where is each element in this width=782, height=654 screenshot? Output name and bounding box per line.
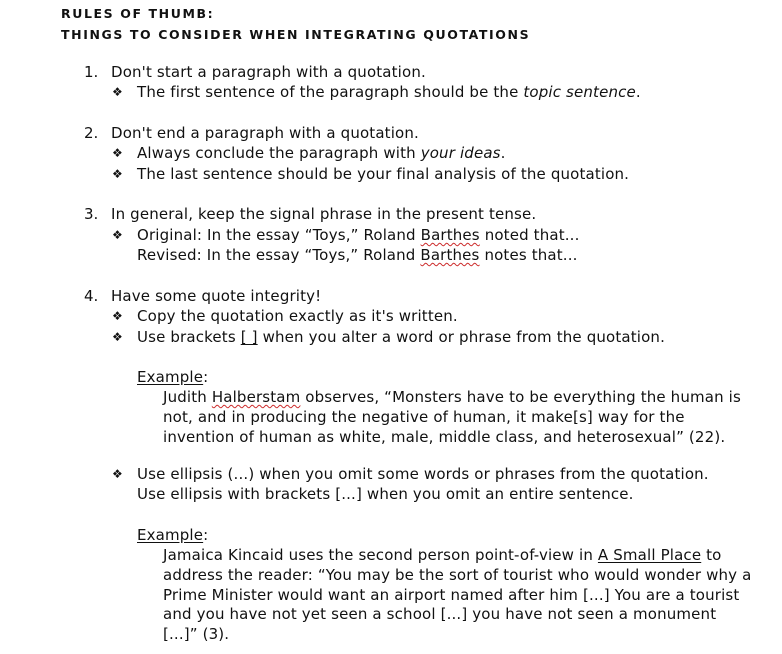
bullet-text: The first sentence of the paragraph should be the topic sentence.	[137, 83, 641, 101]
rule-number: 1.	[84, 63, 99, 81]
example-quote-line: Judith Halberstam observes, “Monsters have to be everything the human is	[163, 388, 741, 406]
page-title: RULES OF THUMB:	[61, 6, 215, 21]
example-quote-line: Jamaica Kincaid uses the second person point-of-view in A Small Place to	[163, 546, 722, 564]
bullet-text: Use ellipsis (...) when you omit some words or phrases from the quotation.	[137, 465, 709, 483]
bullet-icon: ❖	[112, 85, 123, 99]
original-example: Original: In the essay “Toys,” Roland Barthes noted that...	[137, 226, 580, 244]
bullet-icon: ❖	[112, 467, 123, 481]
rule-number: 3.	[84, 205, 99, 223]
example-quote-line: invention of human as white, male, middle class, and heterosexual” (22).	[163, 428, 726, 446]
example-quote-line: not, and in producing the negative of human, it make[s] way for the	[163, 408, 685, 426]
bullet-icon: ❖	[112, 146, 123, 160]
revised-example: Revised: In the essay “Toys,” Roland Barthes notes that...	[137, 246, 578, 264]
example-quote-line: and you have not yet seen a school [...] you have not seen a monument	[163, 605, 717, 623]
rule-heading: In general, keep the signal phrase in the present tense.	[111, 205, 537, 223]
example-label: Example:	[137, 526, 209, 544]
bullet-text: Use brackets [ ] when you alter a word or phrase from the quotation.	[137, 328, 665, 346]
rule-heading: Don't start a paragraph with a quotation.	[111, 63, 426, 81]
rule-number: 2.	[84, 124, 99, 142]
page-subtitle: THINGS TO CONSIDER WHEN INTEGRATING QUOTATIONS	[61, 27, 531, 42]
bullet-icon: ❖	[112, 330, 123, 344]
example-quote-line: [...]” (3).	[163, 625, 230, 643]
rule-heading: Have some quote integrity!	[111, 287, 322, 305]
example-quote-line: Prime Minister would want an airport named after him [...] You are a tourist	[163, 586, 740, 604]
bullet-text: Use ellipsis with brackets [...] when you omit an entire sentence.	[137, 485, 634, 503]
example-label: Example:	[137, 368, 209, 386]
bullet-icon: ❖	[112, 309, 123, 323]
rule-heading: Don't end a paragraph with a quotation.	[111, 124, 419, 142]
bullet-text: Copy the quotation exactly as it's written.	[137, 307, 458, 325]
example-quote-line: address the reader: “You may be the sort of tourist who would wonder why a	[163, 566, 752, 584]
rule-number: 4.	[84, 287, 99, 305]
bullet-text: The last sentence should be your final analysis of the quotation.	[137, 165, 630, 183]
bullet-text: Always conclude the paragraph with your ideas.	[137, 144, 506, 162]
bullet-icon: ❖	[112, 167, 123, 181]
bullet-icon: ❖	[112, 228, 123, 242]
